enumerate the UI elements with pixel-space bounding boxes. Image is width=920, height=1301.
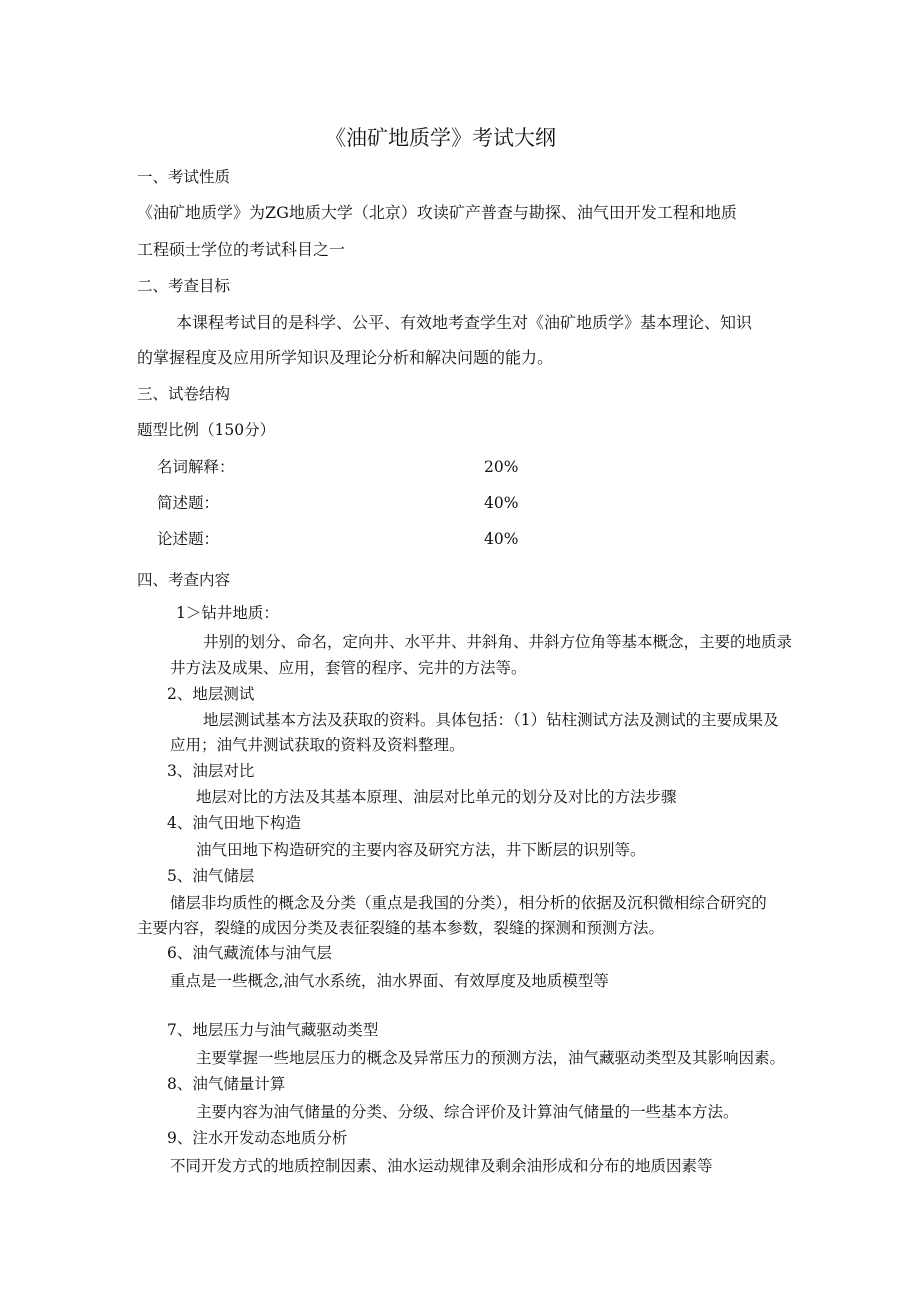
content-item-line: 井别的划分、命名，定向井、水平井、井斜角、井斜方位角等基本概念，主要的地质录 bbox=[203, 633, 793, 651]
content-item-line: 不同开发方式的地质控制因素、油水运动规律及剩余油形成和分布的地质因素等 bbox=[170, 1157, 713, 1175]
section-2-text-line-1: 本课程考试目的是科学、公平、有效地考查学生对《油矿地质学》基本理论、知识 bbox=[176, 313, 753, 332]
content-item-line: 地层测试基本方法及获取的资料。具体包括：（1）钻柱测试方法及测试的主要成果及 bbox=[203, 711, 779, 729]
section-1-heading: 一、考试性质 bbox=[137, 168, 231, 186]
content-item-line: 油气田地下构造研究的主要内容及研究方法，井下断层的识别等。 bbox=[196, 841, 646, 859]
section-3-subheading: 题型比例（150分） bbox=[137, 421, 276, 439]
content-item-heading: 7、地层压力与油气藏驱动类型 bbox=[167, 1021, 379, 1039]
content-item-line: 主要掌握一些地层压力的概念及异常压力的预测方法，油气藏驱动类型及其影响因素。 bbox=[196, 1049, 786, 1067]
content-item-heading: 5、油气储层 bbox=[167, 867, 255, 885]
content-item-heading: 8、油气储量计算 bbox=[167, 1075, 286, 1093]
score-row-value: 40% bbox=[484, 494, 519, 512]
section-3-heading: 三、试卷结构 bbox=[137, 385, 231, 403]
score-row-value: 40% bbox=[484, 530, 519, 548]
score-row-label: 名词解释： bbox=[157, 458, 235, 476]
content-item-line: 地层对比的方法及其基本原理、油层对比单元的划分及对比的方法步骤 bbox=[196, 788, 677, 806]
section-2-heading: 二、考查目标 bbox=[137, 277, 231, 295]
score-row-label: 简述题： bbox=[157, 494, 220, 512]
score-row-value: 20% bbox=[484, 458, 519, 476]
content-item-line: 主要内容为油气储量的分类、分级、综合评价及计算油气储量的一些基本方法。 bbox=[196, 1103, 739, 1121]
content-item-heading: 9、注水开发动态地质分析 bbox=[167, 1129, 348, 1147]
content-item-line: 储层非均质性的概念及分类（重点是我国的分类），相分析的依据及沉积微相综合研究的 bbox=[170, 894, 767, 912]
section-4-heading: 四、考查内容 bbox=[137, 571, 231, 589]
section-2-text-line-2: 的掌握程度及应用所学知识及理论分析和解决问题的能力。 bbox=[137, 348, 554, 367]
section-1-text-line-1: 《油矿地质学》为ZG地质大学（北京）攻读矿产普查与勘探、油气田开发工程和地质 bbox=[137, 203, 737, 222]
content-item-heading: 2、地层测试 bbox=[167, 685, 255, 703]
content-item-line: 井方法及成果、应用，套管的程序、完井的方法等。 bbox=[170, 659, 527, 677]
content-item-heading: 1＞钻井地质： bbox=[176, 604, 279, 622]
section-1-text-line-2: 工程硕士学位的考试科目之一 bbox=[137, 240, 346, 259]
content-item-line: 应用；油气井测试获取的资料及资料整理。 bbox=[170, 736, 465, 754]
content-item-line: 重点是一些概念,油气水系统，油水界面、有效厚度及地质模型等 bbox=[170, 972, 609, 990]
content-item-heading: 4、油气田地下构造 bbox=[167, 814, 301, 832]
content-item-heading: 6、油气藏流体与油气层 bbox=[167, 944, 332, 962]
content-item-heading: 3、油层对比 bbox=[167, 762, 255, 780]
content-item-line: 主要内容，裂缝的成因分类及表征裂缝的基本参数，裂缝的探测和预测方法。 bbox=[137, 919, 665, 937]
score-row-label: 论述题： bbox=[157, 530, 220, 548]
page-title: 《油矿地质学》考试大纲 bbox=[325, 126, 556, 150]
